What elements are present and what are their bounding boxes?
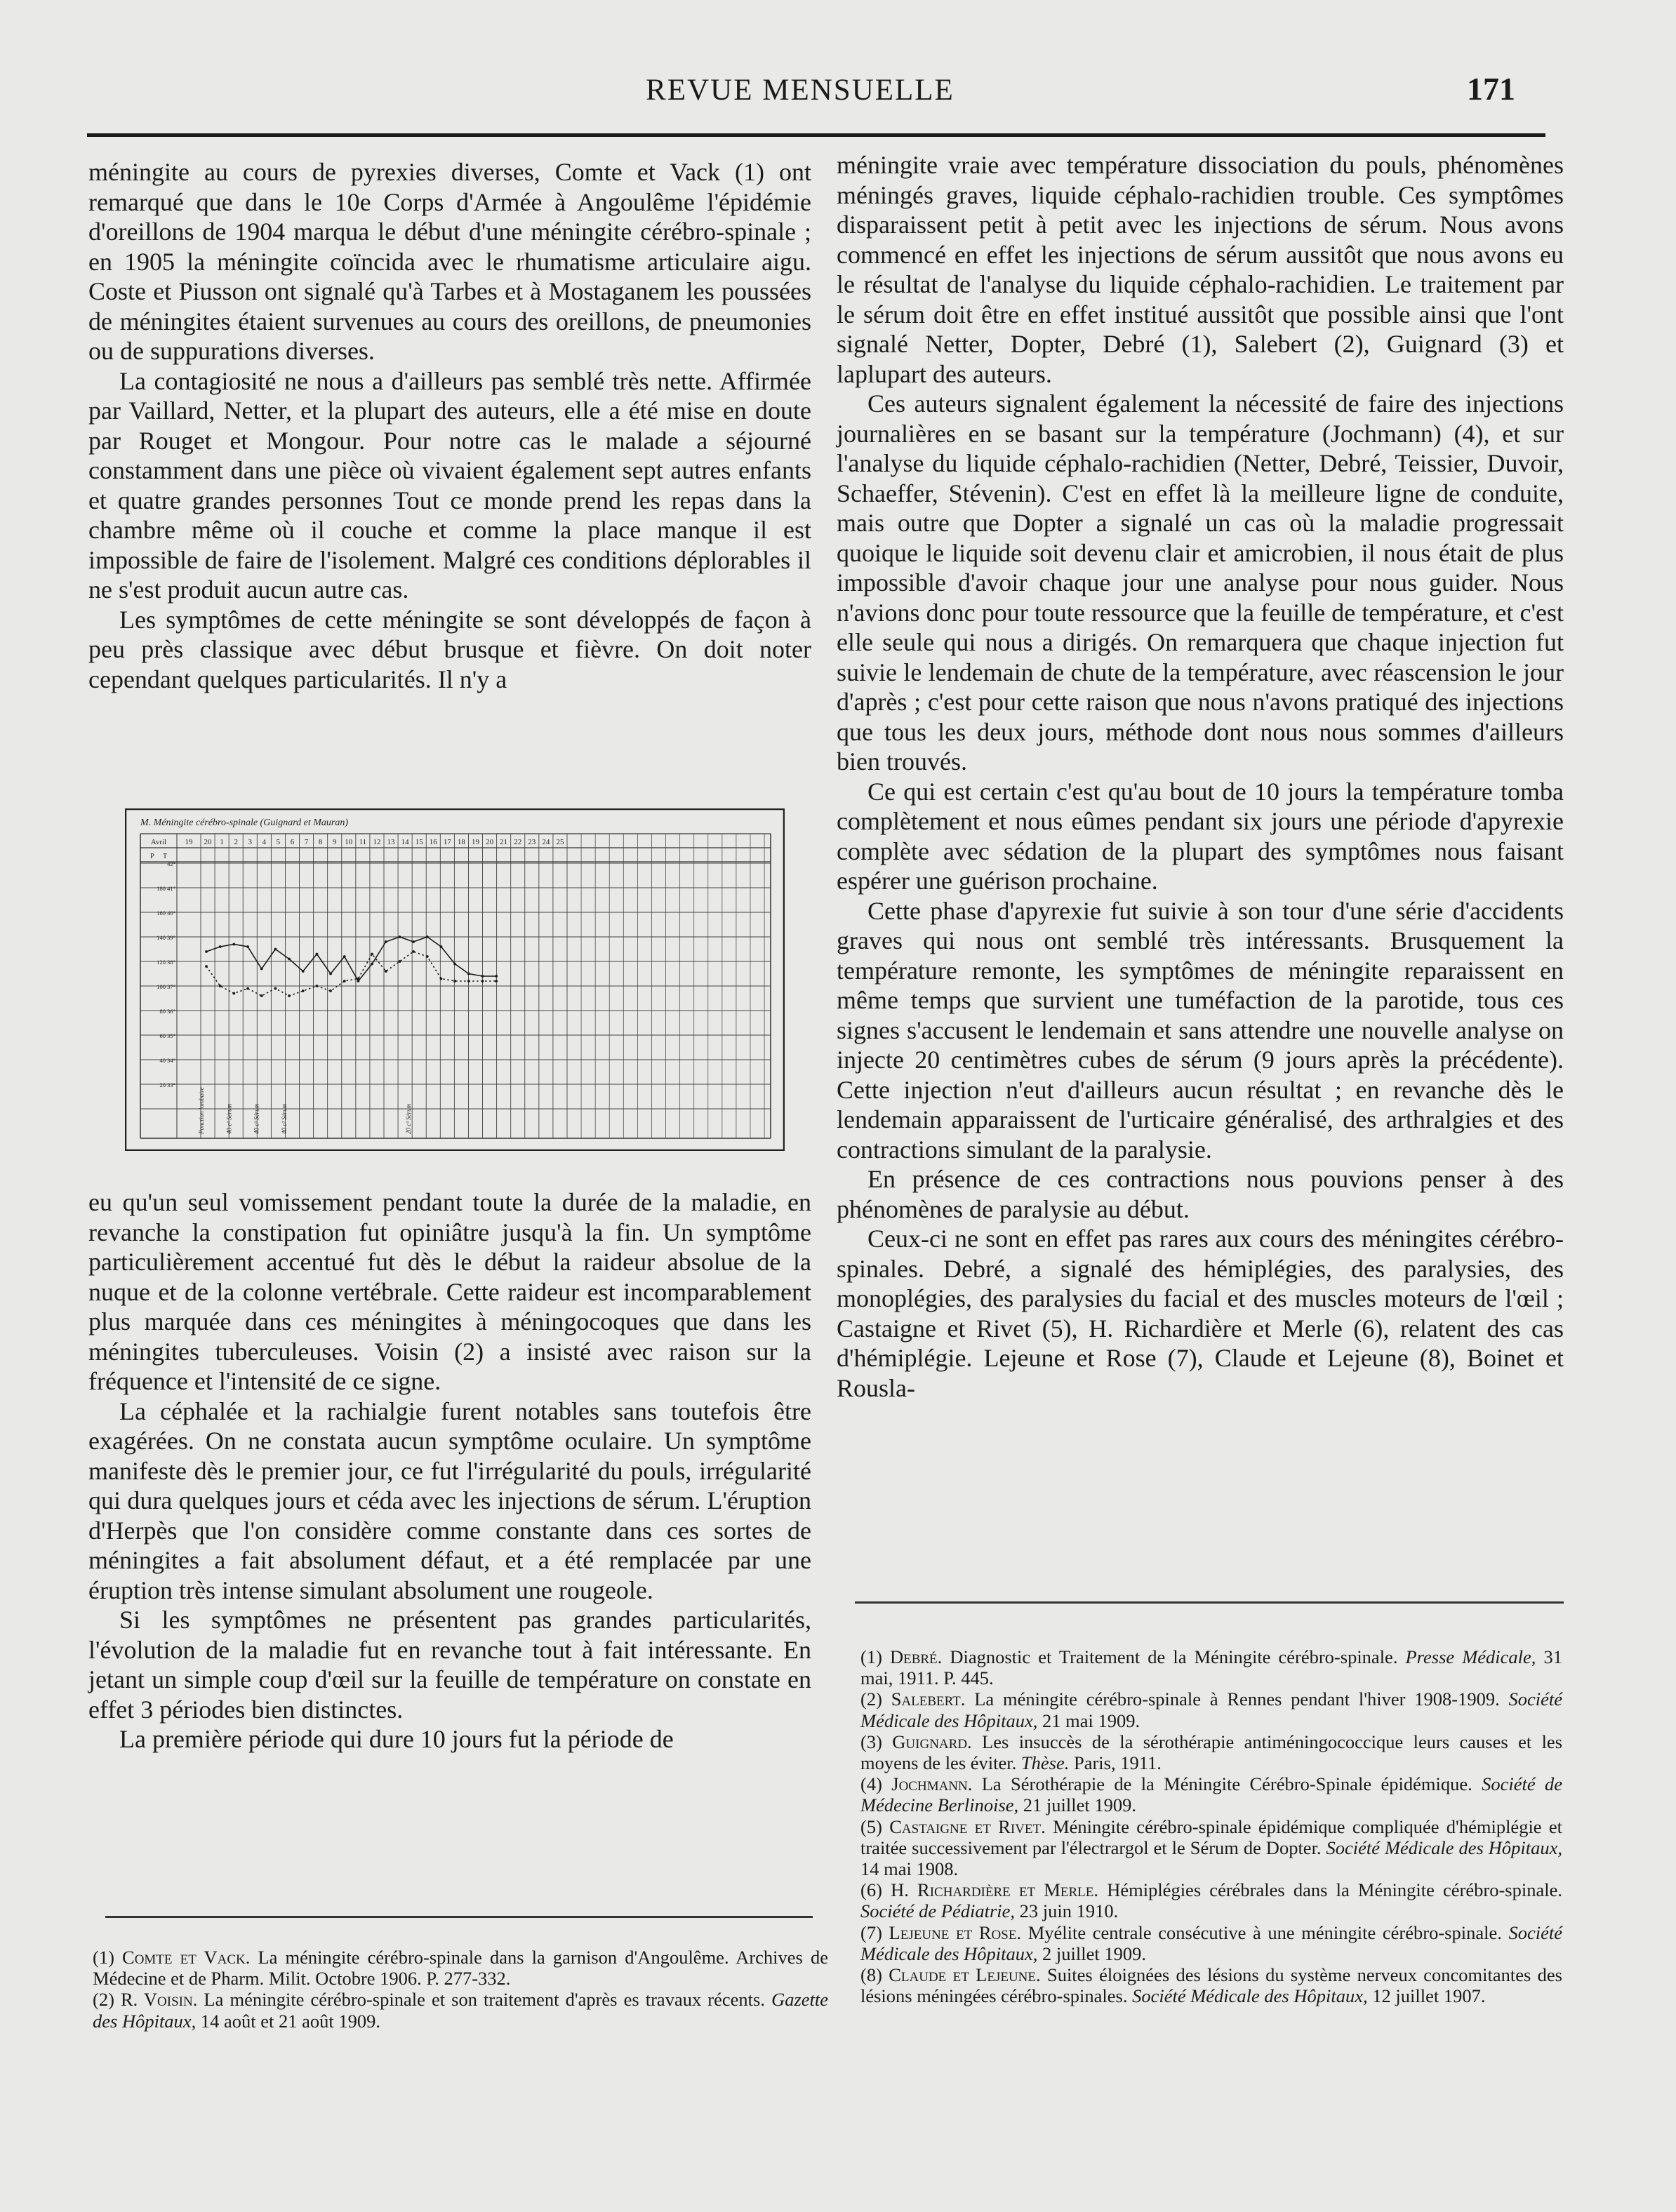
footnote-rule [855, 1601, 1564, 1604]
chart-data-point [453, 980, 456, 982]
body-paragraph: Si les symptômes ne présentent pas grandes particularités, l'évolution de la maladie fut en revanche tout à fait intéressante. En jetant un simple coup d'œil sur la feuille de température on constate en effet 3 périodes bien distinctes. [88, 1606, 811, 1724]
chart-data-point [371, 953, 373, 956]
footnote: (1) Comte et Vack. La méningite cérébro-spinale dans la garnison d'Angoulême. Archives de Médecine et de Pharm. Milit. Octobre 1906. P. 277-332. [93, 1947, 828, 1990]
chart-day-label: 6 [290, 838, 295, 846]
chart-day-label: 19 [472, 838, 479, 846]
right-column [837, 150, 1564, 1403]
chart-data-point [467, 980, 470, 982]
chart-data-point [495, 975, 498, 978]
chart-day-label: 2 [234, 838, 238, 846]
chart-data-point [453, 963, 456, 966]
chart-data-point [329, 973, 332, 975]
chart-data-point [260, 994, 263, 997]
chart-labels [150, 838, 564, 1135]
chart-data-point [246, 987, 249, 990]
chart-data-point [343, 980, 346, 982]
body-paragraph: eu qu'un seul vomissement pendant toute la durée de la maladie, en revanche la constipation fut opiniâtre jusqu'à la fin. Un symptôme particulièrement accentué fut dès le début la raideur absolue de la nuque et de la colonne vertébrale. Cette raideur est incomparablement plus marquée dans ces méningites à méningocoques que dans les méningites tuberculeuses. Voisin (2) a insisté avec raison sur la fréquence et l'intensité de ce signe. [88, 1188, 811, 1395]
body-paragraph: En présence de ces contractions nous pouvions penser à des phénomènes de paralysie au début. [837, 1165, 1564, 1223]
footnote: (8) Claude et Lejeune. Suites éloignées des lésions du système nerveux concomitantes des lésions méningées cérébro-spinales. Société Médicale des Hôpitaux, 12 juillet 1907. [860, 1964, 1562, 2007]
chart-day-label: Avril [150, 838, 167, 846]
chart-y-tick-label: 42° [167, 860, 175, 867]
body-paragraph: Ces auteurs signalent également la nécessité de faire des injections journalières en se basant sur la température (Jochmann) (4), et sur l'analyse du liquide céphalo-rachidien (Netter, Debré, Teissier, Duvoir, Schaeffer, Stévenin). C'est en effet là la meilleure ligne de conduite, mais outre que Dopter a signalé un cas où la maladie progressait quoique le liquide soit devenu clair et amicrobien, il nous était de plus impossible d'avoir chaque jour une analyse pour nous guider. Nous n'avions donc pour toute ressource que la feuille de température, et c'est elle seule qui nous a dirigés. On remarquera que chaque injection fut suivie le lendemain de chute de la température, avec réascension le jour d'après ; c'est pour cette raison que nous n'avons pratiqué des injections que tous les deux jours, méthode dont nous nous sommes d'ailleurs bien trouvés. [837, 389, 1564, 775]
body-paragraph: La contagiosité ne nous a d'ailleurs pas semblé très nette. Affirmée par Vaillard, Netter, et la plupart des auteurs, elle a été mise en doute par Rouget et Mongour. Pour notre cas le malade a séjourné constamment dans une pièce où vivaient également sept autres enfants et quatre grandes personnes Tout ce monde prend les repas dans la chambre même où il couche et comme la place manque il est impossible de faire de l'isolement. Malgré ces conditions déplorables il ne s'est produit aucun autre cas. [88, 366, 811, 604]
chart-day-label: 25 [556, 838, 564, 846]
chart-day-label: 13 [387, 838, 395, 846]
chart-data-point [302, 970, 305, 973]
chart-data-point [302, 990, 305, 992]
chart-day-label: 8 [318, 838, 323, 846]
chart-y-tick-label: 160 40° [157, 910, 175, 917]
chart-day-label: 17 [443, 838, 451, 846]
chart-y-tick-label: 140 39° [157, 934, 175, 941]
chart-annotation: Ponction lombaire [198, 1087, 205, 1134]
chart-data-point [205, 965, 208, 968]
body-paragraph: Les symptômes de cette méningite se sont développés de façon à peu près classique avec début brusque et fièvre. On doit noter cependant quelques particularités. Il n'y a [88, 605, 811, 693]
footnote: (6) H. Richardière et Merle. Hémiplégies cérébrales dans la Méningite cérébro-spinale. Société de Pédiatrie, 23 juin 1910. [860, 1879, 1562, 1922]
chart-data-point [274, 948, 277, 951]
chart-data-point [412, 950, 415, 953]
footnote: (2) Salebert. La méningite cérébro-spinale à Rennes pendant l'hiver 1908-1909. Société Médicale des Hôpitaux, 21 mai 1909. [860, 1688, 1562, 1731]
chart-day-label: 1 [220, 838, 224, 846]
footnote: (2) R. Voisin. La méningite cérébro-spinale et son traitement d'après es travaux récents. Gazette des Hôpitaux, 14 août et 21 août 1909. [93, 1989, 829, 2032]
chart-data-point [246, 945, 249, 948]
body-paragraph: Ceux-ci ne sont en effet pas rares aux cours des méningites cérébro-spinales. Debré, a signalé des hémiplégies, des paralysies, des monoplégies, des paralysies du facial et des muscles moteurs de l'œil ; Castaigne et Rivet (5), H. Richardière et Merle (6), relatent des cas d'hémiplégie. Lejeune et Rose (7), Claude et Lejeune (8), Boinet et Rousla- [837, 1225, 1564, 1402]
chart-annotation: 40 c³ Sérum [281, 1103, 288, 1134]
chart-data-point [219, 985, 222, 987]
chart-day-label: 23 [528, 838, 536, 846]
chart-data-point [385, 940, 387, 943]
chart-data-point [274, 987, 277, 990]
chart-data-point [343, 955, 346, 958]
chart-data-point [357, 980, 360, 982]
page-number: 171 [1467, 71, 1515, 107]
left-column-bottom [88, 1187, 811, 1754]
chart-day-label: 18 [457, 838, 465, 846]
chart-data-point [260, 968, 263, 971]
footnote: (5) Castaigne et Rivet. Méningite cérébro-spinale épidémique compliquée d'hémiplégie et traitée successivement par l'électrargol et le Sérum de Dopter. Société Médicale des Hôpitaux, 14 mai 1908. [860, 1815, 1562, 1880]
chart-data-point [316, 985, 319, 987]
chart-y-tick-label: 80 36° [159, 1008, 175, 1015]
chart-series-line [206, 952, 496, 996]
chart-day-label: 9 [332, 838, 337, 846]
chart-data-point [467, 973, 470, 975]
chart-annotation: 40 c³ Sérum [253, 1103, 260, 1134]
chart-y-tick-label: 20 33° [159, 1081, 175, 1088]
chart-day-label: 15 [415, 838, 423, 846]
chart-y-tick-label: 100 37° [157, 983, 175, 990]
chart-day-label: 19 [185, 838, 193, 846]
chart-y-tick-label: 180 41° [157, 885, 175, 892]
chart-annotation: 20 c³ Sérum [405, 1103, 413, 1134]
chart-grid [140, 834, 771, 1138]
running-head-title: REVUE MENSUELLE [646, 74, 955, 107]
chart-y-tick-label: 40 34° [159, 1057, 175, 1064]
chart-day-label: 5 [276, 838, 281, 846]
chart-data-point [232, 992, 235, 995]
chart-day-label: 24 [542, 838, 550, 846]
body-paragraph: Cette phase d'apyrexie fut suivie à son tour d'une série d'accidents graves qui nous ont semblé très intéressants. Brusquement la température remonte, les symptômes de méningite reparaissent en même temps que survient une tuméfaction de la parotide, tous ces signes s'accusent le lendemain et sans attendre une nouvelle analyse on injecte 20 centimètres cubes de sérum (9 jours après la précédente). Cette injection n'eut d'ailleurs aucun résultat ; en revanche dès le lendemain apparaissent de l'urticaire généralisé, des arthralgies et des contractions simulant de la paralysie. [837, 896, 1564, 1164]
chart-data-point [232, 943, 235, 946]
chart-y-tick-label: 120 38° [157, 959, 175, 966]
chart-frame [126, 809, 784, 1150]
chart-data-point [440, 978, 443, 980]
footnotes-left [93, 1947, 828, 2032]
chart-data-point [205, 950, 208, 953]
footnote: (1) Debré. Diagnostic et Traitement de la Méningite cérébro-spinale. Presse Médicale, 31 mai, 1911. P. 445. [860, 1646, 1562, 1689]
chart-data-point [385, 970, 387, 973]
chart-day-label: 4 [262, 838, 267, 846]
chart-data-point [329, 990, 332, 992]
body-paragraph: méningite vraie avec température dissociation du pouls, phénomènes méningés graves, liquide céphalo-rachidien trouble. Ces symptômes disparaissent petit à petit avec les injections de sérum. Nous avons commencé en effet les injections de sérum aussitôt que nous avons eu le résultat de l'analyse du liquide céphalo-rachidien. Le traitement par le sérum doit être en effet institué aussitôt que possible ainsi que l'ont signalé Netter, Dopter, Debré (1), Salebert (2), Guignard (3) et laplupart des auteurs. [837, 151, 1564, 388]
chart-row-header: T [163, 853, 168, 860]
chart-day-label: 3 [248, 838, 253, 846]
footnote: (3) Guignard. Les insuccès de la sérothérapie antiméningococcique leurs causes et les moyens de les éviter. Thèse. Paris, 1911. [860, 1731, 1563, 1774]
footnotes-right [860, 1646, 1562, 2006]
chart-data-point [412, 940, 415, 943]
footnote-rule [105, 1916, 813, 1918]
chart-title: M. Méningite cérébro-spinale (Guignard et Mauran) [140, 818, 349, 828]
chart-series-line [206, 937, 496, 981]
chart-day-label: 21 [500, 838, 508, 846]
chart-data-point [316, 953, 319, 956]
chart-data-point [481, 975, 484, 978]
body-paragraph: méningite au cours de pyrexies diverses, Comte et Vack (1) ont remarqué que dans le 10e Corps d'Armée à Angoulême l'épidémie d'oreillons de 1904 marqua le début d'une méningite cérébro-spinale ; en 1905 la méningite coïncida avec le rhumatisme articulaire aigu. Coste et Piusson ont signalé qu'à Tarbes et à Mostaganem les poussées de méningites étaient survenues au cours des oreillons, de pneumonies ou de suppurations diverses. [88, 158, 811, 365]
chart-day-label: 11 [359, 838, 367, 846]
chart-data-point [495, 980, 498, 982]
chart-y-tick-label: 60 35° [159, 1032, 175, 1039]
body-paragraph: Ce qui est certain c'est qu'au bout de 10 jours la température tomba complètement et nous eûmes pendant six jours une période d'apyrexie complète avec sédation de la plupart des symptômes nous faisant espérer une guérison prochaine. [837, 777, 1564, 895]
chart-data-point [288, 958, 291, 961]
chart-day-label: 12 [373, 838, 381, 846]
left-column-top [88, 157, 811, 694]
chart-data-point [399, 935, 401, 938]
chart-data-point [288, 994, 291, 997]
chart-data-point [440, 945, 443, 948]
chart-data-point [481, 980, 484, 982]
chart-annotation: 40 c³ Sérum [225, 1103, 233, 1134]
footnote: (4) Jochmann. La Sérothérapie de la Méningite Cérébro-Spinale épidémique. Société de Médecine Berlinoise, 21 juillet 1909. [860, 1773, 1562, 1816]
chart-row-header: P [150, 853, 154, 860]
chart-day-label: 22 [514, 838, 522, 846]
chart-data-point [219, 945, 222, 948]
chart-day-label: 7 [304, 838, 309, 846]
chart-day-label: 14 [401, 838, 409, 846]
chart-data-point [371, 963, 373, 966]
temperature-chart [125, 808, 785, 1151]
chart-day-label: 20 [204, 838, 212, 846]
body-paragraph: La première période qui dure 10 jours fut la période de [119, 1725, 674, 1753]
chart-data-point [426, 935, 429, 938]
chart-day-label: 16 [429, 838, 437, 846]
chart-data-point [357, 978, 360, 980]
header-rule [87, 133, 1545, 137]
chart-data-point [399, 960, 401, 963]
footnote: (7) Lejeune et Rose. Myélite centrale consécutive à une méningite cérébro-spinale. Société Médicale des Hôpitaux, 2 juillet 1909. [860, 1921, 1562, 1964]
chart-series-group [205, 935, 498, 997]
chart-day-label: 20 [486, 838, 494, 846]
chart-day-label: 10 [345, 838, 353, 846]
body-paragraph: La céphalée et la rachialgie furent notables sans toutefois être exagérées. On ne constata aucun symptôme oculaire. Un symptôme manifeste dès le premier jour, ce fut l'irrégularité du pouls, irrégularité qui dura quelques jours et céda avec les injections de sérum. L'éruption d'Herpès que l'on considère comme constante dans ces sortes de méningites a fait absolument défaut, et a été remplacée par une éruption très intense simulant absolument une rougeole. [88, 1397, 811, 1604]
chart-data-point [426, 955, 429, 958]
